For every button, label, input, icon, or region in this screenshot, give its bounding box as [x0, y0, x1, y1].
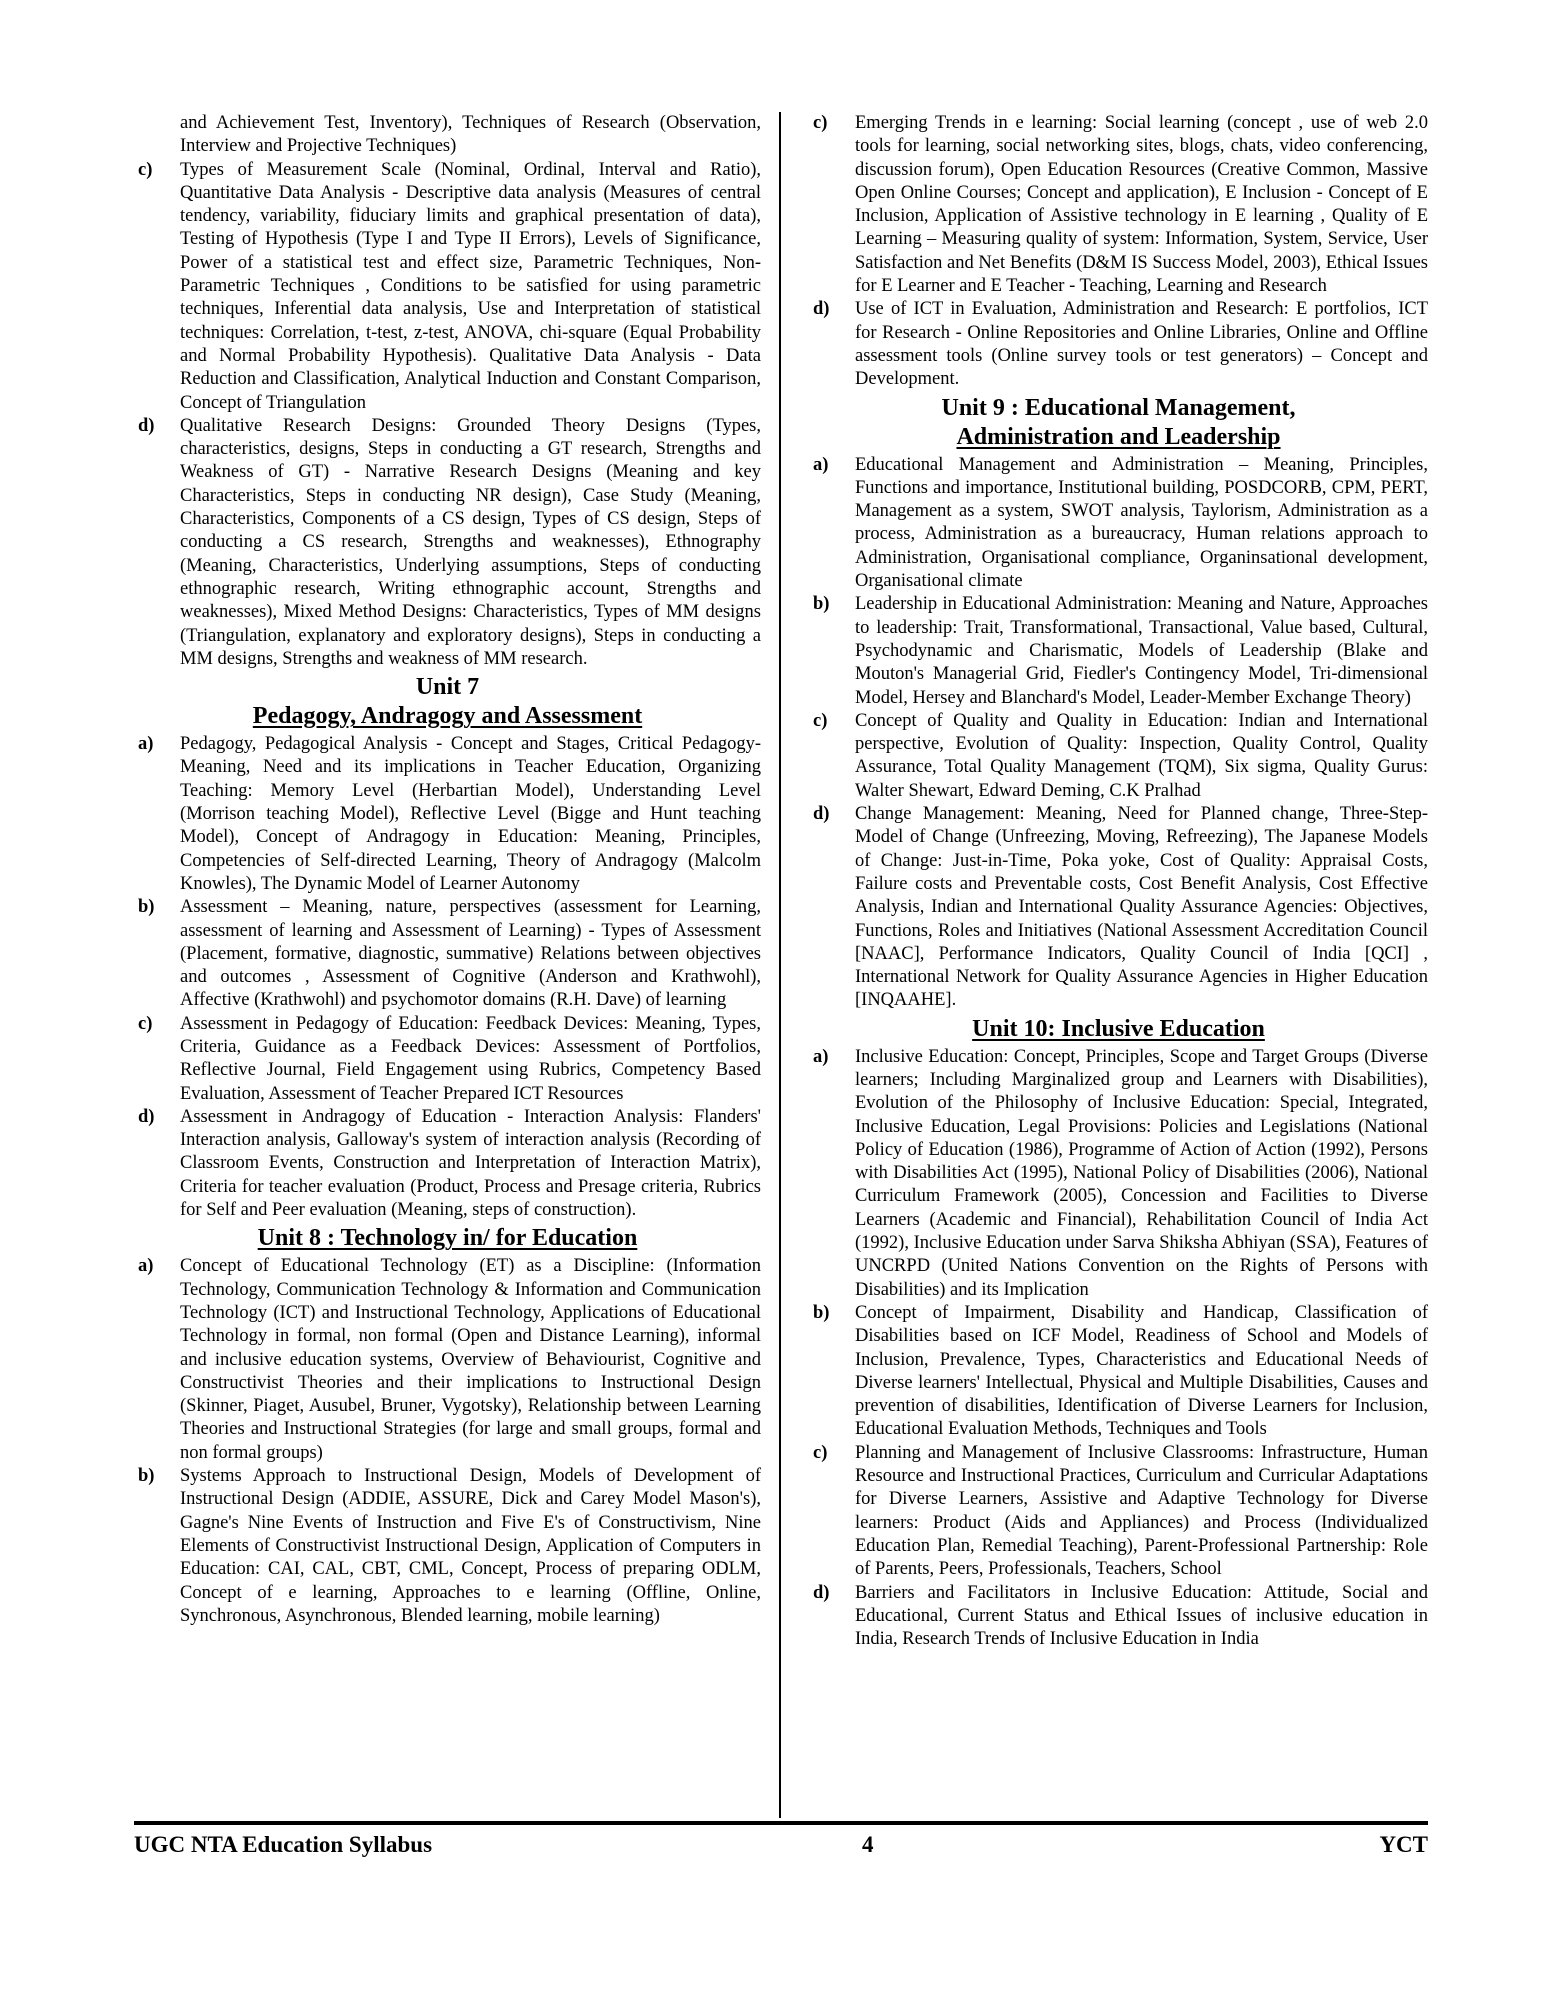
item-text: Assessment in Pedagogy of Education: Feedback Devices: Meaning, Types, Criteria, Guidance as a Feedback Devices: Assessment of Portfolios, Reflective Journal, Field Engagement using Rubrics, Competency Based Evaluation, Assessment of Teacher Prepared ICT Resources	[180, 1013, 761, 1104]
right-column	[781, 112, 1428, 1818]
item-marker: c)	[813, 1442, 828, 1463]
item-text: Systems Approach to Instructional Design, Models of Development of Instructional Design (ADDIE, ASSURE, Dick and Carey Model Mason's), Gagne's Nine Events of Instruction and Five E's of Constructivism, Nine Elements of Constructivist Instructional Design, Application of Computers in Education: CAI, CAL, CBT, CML, Concept, Process of preparing ODLM, Concept of e learning, Approaches to e learning (Offline, Online, Synchronous, Asynchronous, Blended learning, mobile learning)	[180, 1466, 761, 1626]
syllabus-item	[134, 159, 761, 415]
item-marker: b)	[138, 897, 155, 918]
unit-heading-subtext: Administration and Leadership	[956, 423, 1281, 450]
unit-heading-text: Unit 10: Inclusive Education	[972, 1015, 1265, 1042]
unit-heading-line	[134, 673, 761, 702]
footer-publisher: YCT	[1379, 1832, 1428, 1857]
item-marker: b)	[138, 1466, 155, 1487]
unit-heading	[809, 394, 1428, 452]
syllabus-item	[134, 896, 761, 1012]
syllabus-item	[809, 1582, 1428, 1652]
syllabus-item	[134, 1255, 761, 1465]
item-marker: a)	[138, 734, 154, 755]
page-footer	[134, 1821, 1428, 1858]
item-marker: c)	[138, 159, 153, 180]
syllabus-item	[134, 415, 761, 671]
syllabus-item	[809, 112, 1428, 298]
unit-heading	[134, 1224, 761, 1253]
item-marker: c)	[813, 113, 828, 133]
item-text: Concept of Educational Technology (ET) as a Discipline: (Information Technology, Communication Technology & Information and Communication Technology (ICT) and Instructional Technology, Applications of Educational Technology in formal, non formal (Open and Distance Learning), informal and inclusive education systems, Overview of Behaviourist, Cognitive and Constructivist Theories and their implications to Instructional Design (Skinner, Piaget, Ausubel, Bruner, Vygotsky), Relationship between Learning Theories and Instructional Strategies (for large and small groups, formal and non formal groups)	[180, 1256, 761, 1463]
item-text: Leadership in Educational Administration: Meaning and Nature, Approaches to leadership: Trait, Transformational, Transactional, Value based, Cultural, Psychodynamic and Charismatic, Models of Leadership (Blake and Mouton's Managerial Grid, Fiedler's Contingency Model, Tri-dimensional Model, Hersey and Blanchard's Model, Leader-Member Exchange Theory)	[855, 594, 1428, 708]
unit-heading	[134, 673, 761, 731]
footer-row	[134, 1831, 1428, 1858]
item-text: Use of ICT in Evaluation, Administration and Research: E portfolios, ICT for Research - Online Repositories and Online Libraries, Online and Offline assessment tools (Online survey tools or test generators) – Concept and Development.	[855, 299, 1428, 390]
item-text: Assessment – Meaning, nature, perspectives (assessment for Learning, assessment of learning and Assessment of Learning) - Types of Assessment (Placement, formative, diagnostic, summative) Relations between objectives and outcomes , Assessment of Cognitive (Anderson and Krathwohl), Affective (Krathwohl) and psychomotor domains (R.H. Dave) of learning	[180, 897, 761, 1011]
footer-divider	[134, 1821, 1428, 1825]
syllabus-item	[134, 1465, 761, 1628]
footer-document-title: UGC NTA Education Syllabus	[134, 1832, 433, 1857]
item-marker: d)	[138, 1106, 155, 1127]
item-marker: d)	[813, 804, 830, 825]
item-marker: d)	[138, 415, 155, 436]
syllabus-item	[809, 298, 1428, 391]
unit-heading-subtext: Pedagogy, Andragogy and Assessment	[252, 703, 643, 730]
item-text: Emerging Trends in e learning: Social learning (concept , use of web 2.0 tools for learning, social networking sites, blogs, chats, video conferencing, discussion forum), Open Education Resources (Creative Common, Massive Open Online Courses; Concept and application), E Inclusion - Concept of E Inclusion, Application of Assistive technology in E learning , Quality of E Learning – Measuring quality of system: Information, System, Service, User Satisfaction and Net Benefits (D&M IS Success Model, 2003), Ethical Issues for E Learner and E Teacher - Teaching, Learning and Research	[855, 113, 1428, 297]
item-marker: c)	[138, 1013, 153, 1034]
two-column-body	[134, 112, 1428, 1818]
unit-heading-text: Unit 7	[415, 674, 480, 701]
syllabus-item	[134, 733, 761, 896]
left-column	[134, 112, 781, 1818]
syllabus-item	[809, 1442, 1428, 1582]
item-text: Educational Management and Administration – Meaning, Principles, Functions and importance, Institutional building, POSDCORB, CPM, PERT, Management as a system, SWOT analysis, Taylorism, Administration as a process, Administration as a bureaucracy, Human relations approach to Administration, Organisational compliance, Organinsational development, Organisational climate	[855, 454, 1428, 592]
item-text: Concept of Quality and Quality in Education: Indian and International perspective, Evolution of Quality: Inspection, Quality Control, Quality Assurance, Total Quality Management (TQM), Six sigma, Quality Gurus: Walter Shewart, Edward Deming, C.K Pralhad	[855, 710, 1428, 801]
syllabus-item	[809, 710, 1428, 803]
syllabus-item	[134, 1106, 761, 1222]
syllabus-item	[134, 1013, 761, 1106]
item-text: Barriers and Facilitators in Inclusive Education: Attitude, Social and Educational, Current Status and Ethical Issues of inclusive education in India, Research Trends of Inclusive Education in India	[855, 1582, 1428, 1650]
item-text: Pedagogy, Pedagogical Analysis - Concept and Stages, Critical Pedagogy- Meaning, Need and its implications in Teacher Education, Organizing Teaching: Memory Level (Herbartian Model), Understanding Level (Morrison teaching Model), Reflective Level (Bigge and Hunt teaching Model), Concept of Andragogy in Education: Meaning, Principles, Competencies of Self-directed Learning, Theory of Andragogy (Malcolm Knowles), The Dynamic Model of Learner Autonomy	[180, 734, 761, 894]
unit-heading	[809, 1015, 1428, 1044]
unit-heading-line	[134, 1224, 761, 1253]
item-text: Planning and Management of Inclusive Classrooms: Infrastructure, Human Resource and Instructional Practices, Curriculum and Curricular Adaptations for Diverse Learners, Assistive and Adaptive Technology for Diverse learners: Product (Aids and Appliances) and Process (Individualized Education Plan, Remedial Teaching), Parent-Professional Partnership: Role of Parents, Peers, Professionals, Teachers, School	[855, 1442, 1428, 1580]
item-text: Change Management: Meaning, Need for Planned change, Three-Step-Model of Change (Unfreezing, Moving, Refreezing), The Japanese Models of Change: Just-in-Time, Poka yoke, Cost of Quality: Appraisal Costs, Failure costs and Preventable costs, Cost Benefit Analysis, Cost Effective Analysis, Indian and International Quality Assurance Agencies: Objectives, Functions, Roles and Initiatives (National Assessment Accreditation Council [NAAC], Performance Indicators, Quality Council of India [QCI] , International Network for Quality Assurance Agencies in Higher Education [INQAAHE].	[855, 804, 1428, 1011]
syllabus-item	[809, 593, 1428, 709]
item-text: Assessment in Andragogy of Education - Interaction Analysis: Flanders' Interaction analysis, Galloway's system of interaction analysis (Recording of Classroom Events, Construction and Interpretation of Interaction Matrix), Criteria for teacher evaluation (Product, Process and Presage criteria, Rubrics for Self and Peer evaluation (Meaning, steps of construction).	[180, 1106, 761, 1221]
item-marker: a)	[813, 1046, 829, 1067]
unit-heading-text: Unit 9 : Educational Management,	[941, 394, 1296, 421]
unit-heading-line	[809, 423, 1428, 452]
paragraph-continuation: and Achievement Test, Inventory), Techniques of Research (Observation, Interview and Projective Techniques)	[180, 113, 761, 157]
item-marker: a)	[138, 1256, 154, 1277]
item-text: Inclusive Education: Concept, Principles, Scope and Target Groups (Diverse learners; Including Marginalized group and Learners with Disabilities), Evolution of the Philosophy of Inclusive Education: Special, Integrated, Inclusive Education, Legal Provisions: Policies and Legislations (National Policy of Education (1986), Programme of Action of Action (1992), Persons with Disabilities Act (1995), National Policy of Disabilities (2006), National Curriculum Framework (2005), Concession and Facilities to Diverse Learners (Academic and Financial), Rehabilitation Council of India Act (1992), Inclusive Education under Sarva Shiksha Abhiyan (SSA), Features of UNCRPD (United Nations Convention on the Rights of Persons with Disabilities) and its Implication	[855, 1046, 1428, 1300]
unit-heading-text: Unit 8 : Technology in/ for Education	[257, 1225, 638, 1252]
item-marker: c)	[813, 710, 828, 731]
syllabus-item	[809, 1046, 1428, 1302]
footer-page-number: 4	[861, 1832, 874, 1857]
syllabus-item	[809, 454, 1428, 594]
item-marker: a)	[813, 454, 829, 475]
item-text: Types of Measurement Scale (Nominal, Ordinal, Interval and Ratio), Quantitative Data Analysis - Descriptive data analysis (Measures of central tendency, variability, fiduciary limits and graphical presentation of data), Testing of Hypothesis (Type I and Type II Errors), Levels of Significance, Power of a statistical test and effect size, Parametric Techniques, Non- Parametric Techniques , Conditions to be satisfied for using parametric techniques, Inferential data analysis, Use and Interpretation of statistical techniques: Correlation, t-test, z-test, ANOVA, chi-square (Equal Probability and Normal Probability Hypothesis). Qualitative Data Analysis - Data Reduction and Classification, Analytical Induction and Constant Comparison, Concept of Triangulation	[180, 159, 761, 413]
item-text: Qualitative Research Designs: Grounded Theory Designs (Types, characteristics, designs, Steps in conducting a GT research, Strengths and Weakness of GT) - Narrative Research Designs (Meaning and key Characteristics, Steps in conducting NR design), Case Study (Meaning, Characteristics, Components of a CS design, Types of CS design, Steps of conducting a CS research, Strengths and weaknesses), Ethnography (Meaning, Characteristics, Underlying assumptions, Steps of conducting ethnographic research, Writing ethnographic account, Strengths and weaknesses), Mixed Method Designs: Characteristics, Types of MM designs (Triangulation, explanatory and exploratory designs), Steps in conducting a MM designs, Strengths and weakness of MM research.	[180, 415, 761, 669]
item-marker: d)	[813, 299, 830, 320]
syllabus-item	[809, 803, 1428, 1013]
item-text: Concept of Impairment, Disability and Handicap, Classification of Disabilities based on ICF Model, Readiness of School and Models of Inclusion, Prevalence, Types, Characteristics and Educational Needs of Diverse learners' Intellectual, Physical and Multiple Disabilities, Causes and prevention of disabilities, Identification of Diverse Learners for Inclusion, Educational Evaluation Methods, Techniques and Tools	[855, 1302, 1428, 1440]
unit-heading-line	[134, 702, 761, 731]
item-marker: d)	[813, 1582, 830, 1603]
item-marker: b)	[813, 1302, 830, 1323]
syllabus-item	[809, 1302, 1428, 1442]
unit-heading-line	[809, 394, 1428, 423]
unit-heading-line	[809, 1015, 1428, 1044]
item-marker: b)	[813, 594, 830, 615]
